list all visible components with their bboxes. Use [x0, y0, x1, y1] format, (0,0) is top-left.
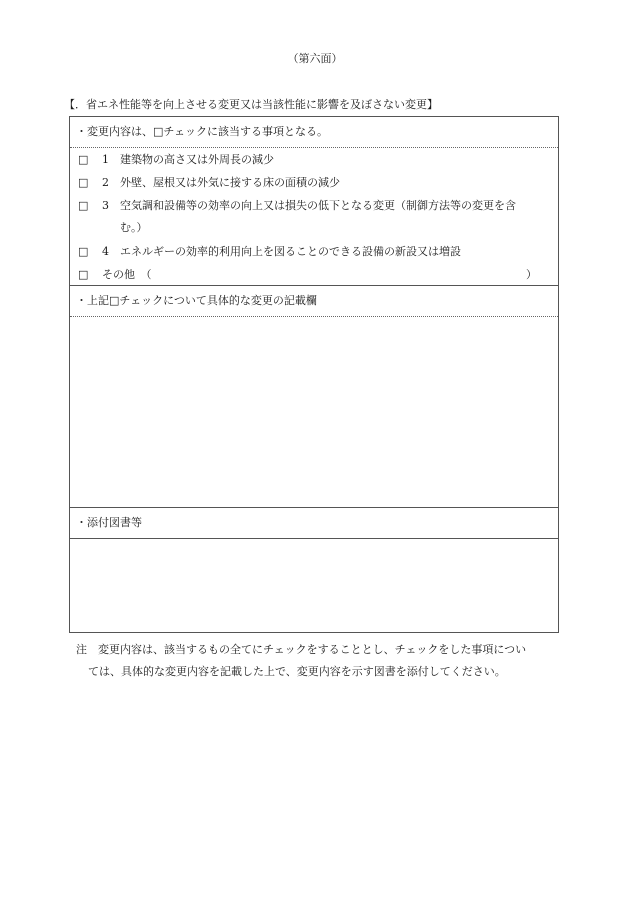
item-text: その他 （ [102, 268, 152, 281]
other-close-paren: ） [526, 268, 537, 281]
checkbox-1[interactable]: □ [78, 153, 89, 166]
item-text: 建築物の高さ又は外周長の減少 [120, 153, 274, 166]
checkbox-2[interactable]: □ [78, 176, 89, 189]
change-items-box [69, 116, 559, 286]
checkbox-4[interactable]: □ [78, 245, 89, 258]
change-item-1 [78, 153, 274, 167]
attachments-box [69, 507, 559, 633]
change-item-4 [78, 245, 461, 259]
change-item-3 [78, 199, 516, 213]
change-item-2 [78, 176, 340, 190]
footnote-line-2: ては、具体的な変更内容を記載した上で、変更内容を示す図書を添付してください。 [88, 665, 506, 678]
item-text: 空気調和設備等の効率の向上又は損失の低下となる変更（制御方法等の変更を含 [120, 199, 516, 212]
checkbox-other[interactable]: □ [78, 268, 89, 281]
attachments-label: ・添付図書等 [70, 508, 558, 539]
item-number: 4 [102, 245, 109, 258]
item-number: 1 [102, 153, 109, 166]
attachments-field[interactable] [70, 539, 558, 631]
change-item-other [78, 268, 152, 282]
change-item-3-continued: む。） [120, 221, 148, 234]
change-description-field[interactable] [70, 317, 558, 507]
change-items-label: ・変更内容は、□チェックに該当する事項となる。 [70, 117, 558, 148]
item-text: 外壁、屋根又は外気に接する床の面積の減少 [120, 176, 340, 189]
change-description-label: ・上記□チェックについて具体的な変更の記載欄 [70, 286, 558, 317]
footnote-line-1: 注 変更内容は、該当するもの全てにチェックをすることとし、チェックをした事項につい [76, 643, 527, 656]
item-number: 2 [102, 176, 109, 189]
section-heading: 【．省エネ性能等を向上させる変更又は当該性能に影響を及ぼさない変更】 [64, 98, 438, 111]
page-number: （第六面） [287, 52, 343, 65]
item-text: エネルギーの効率的利用向上を図ることのできる設備の新設又は増設 [120, 245, 461, 258]
checkbox-3[interactable]: □ [78, 199, 89, 212]
change-description-box [69, 285, 559, 508]
footnote [76, 639, 526, 683]
item-number: 3 [102, 199, 109, 212]
